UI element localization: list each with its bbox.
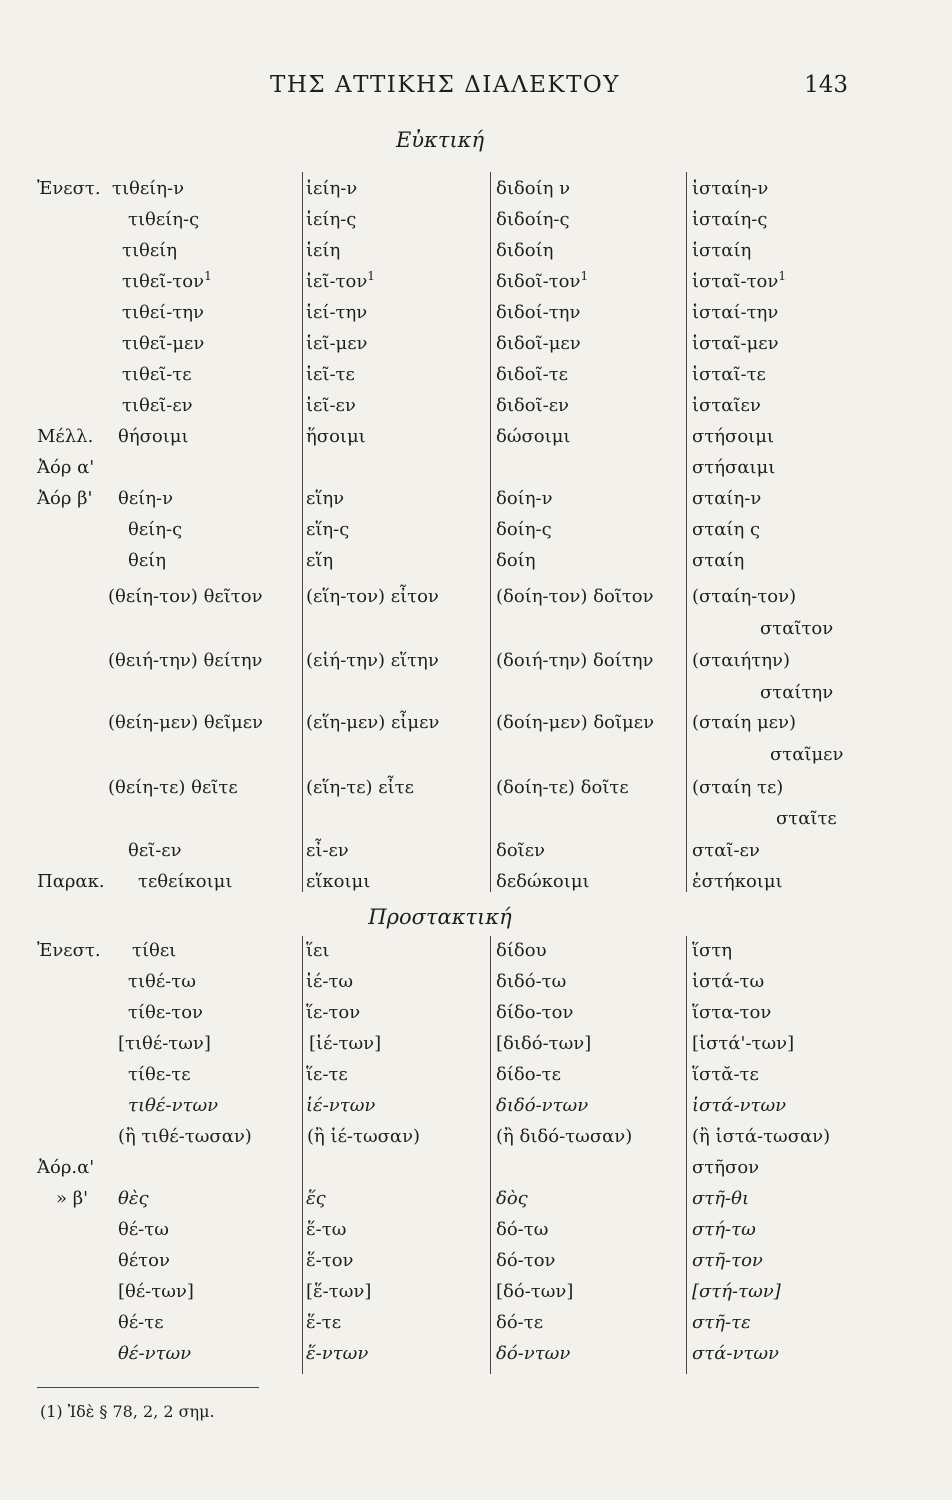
form-histemi: ἵστη xyxy=(692,940,733,961)
form-didomi: δό-ντων xyxy=(496,1343,571,1364)
form-histemi: ἱστά-τω xyxy=(692,971,765,992)
tense-label: » β' xyxy=(56,1188,89,1209)
form-histemi: ἱστά-ντων xyxy=(692,1095,787,1116)
form-didomi: δίδο-τον xyxy=(496,1002,574,1023)
form-hiemi: ἱεί-την xyxy=(306,302,368,323)
form-didomi: δοῖεν xyxy=(496,840,545,861)
form-didomi: δεδώκοιμι xyxy=(496,871,590,892)
tense-label: Μέλλ. xyxy=(37,426,94,447)
tense-label: Ἀόρ β' xyxy=(37,488,93,509)
form-didomi: [δό-των] xyxy=(496,1281,574,1302)
tense-label: Ἀόρ.α' xyxy=(37,1157,95,1178)
form-didomi: διδοῖ-τον xyxy=(496,271,581,292)
form-hiemi: ἕ-ντων xyxy=(306,1343,369,1364)
table-row xyxy=(0,1126,952,1157)
form-hiemi: εἵη-ς xyxy=(306,519,350,540)
form-tithemi: τιθεῖ-εν xyxy=(122,395,193,416)
table-row xyxy=(0,871,952,902)
form-didomi: διδό-ντων xyxy=(496,1095,589,1116)
form-didomi: δό-τω xyxy=(496,1219,549,1240)
form-histemi: (ἢ ἱστά-τωσαν) xyxy=(692,1126,831,1147)
table-row xyxy=(0,971,952,1002)
table-row xyxy=(0,712,952,743)
form-hiemi: (εἵη-μεν) εἶμεν xyxy=(306,712,440,733)
form-tithemi: θήσοιμι xyxy=(118,426,189,447)
table-row xyxy=(0,488,952,519)
table-row xyxy=(0,1281,952,1312)
form-histemi: ἱσταίη-ν xyxy=(692,178,769,199)
form-hiemi: ἵε-τον xyxy=(306,1002,361,1023)
form-hiemi: (ἢ ἱέ-τωσαν) xyxy=(307,1126,421,1147)
form-didomi: δὸς xyxy=(496,1188,528,1209)
form-tithemi: (θείη-τον) θεῖτον xyxy=(108,586,263,607)
form-hiemi: ἱεῖ-τον xyxy=(306,271,368,292)
form-histemi-contracted: σταῖτον xyxy=(760,618,834,639)
table-row xyxy=(0,840,952,871)
form-didomi: δίδο-τε xyxy=(496,1064,561,1085)
footnote: (1) Ἰδὲ § 78, 2, 2 σημ. xyxy=(40,1402,215,1421)
form-didomi: (δοίη-τε) δοῖτε xyxy=(496,777,629,798)
table-row xyxy=(0,1095,952,1126)
section-title-imperative: Προστακτική xyxy=(368,905,512,929)
table-row xyxy=(0,940,952,971)
form-didomi: δό-τε xyxy=(496,1312,544,1333)
form-tithemi: (θειή-την) θείτην xyxy=(108,650,263,671)
form-tithemi: θείη-ς xyxy=(128,519,183,540)
form-didomi: (δοιή-την) δοίτην xyxy=(496,650,654,671)
form-tithemi: τιθεί-την xyxy=(122,302,205,323)
table-row xyxy=(0,682,952,713)
form-histemi: στῆ-τε xyxy=(692,1312,751,1333)
form-histemi: ἱσταίη xyxy=(692,240,752,261)
table-row xyxy=(0,364,952,395)
table-row xyxy=(0,333,952,364)
form-tithemi: θέ-τε xyxy=(118,1312,164,1333)
form-didomi: δοίη-ς xyxy=(496,519,552,540)
table-row xyxy=(0,209,952,240)
form-didomi: (δοίη-μεν) δοῖμεν xyxy=(496,712,655,733)
table-row xyxy=(0,426,952,457)
table-row xyxy=(0,178,952,209)
form-didomi: δοίη xyxy=(496,550,536,571)
form-didomi: διδοῖ-μεν xyxy=(496,333,581,354)
form-tithemi: (ἢ τιθέ-τωσαν) xyxy=(118,1126,252,1147)
form-hiemi: ἱεῖ-τε xyxy=(306,364,355,385)
form-histemi: ἵστα-τον xyxy=(692,1002,772,1023)
table-row xyxy=(0,808,952,839)
form-tithemi: τίθε-τε xyxy=(128,1064,191,1085)
table-row xyxy=(0,1250,952,1281)
form-histemi: ἱσταί-την xyxy=(692,302,779,323)
form-hiemi: εἵκοιμι xyxy=(306,871,371,892)
form-histemi: στήσαιμι xyxy=(692,457,776,478)
form-didomi: δό-τον xyxy=(496,1250,556,1271)
form-hiemi: ἱέ-ντων xyxy=(306,1095,376,1116)
table-row xyxy=(0,1157,952,1188)
table-row xyxy=(0,618,952,649)
footnote-rule xyxy=(37,1387,259,1388)
footnote-ref: 1 xyxy=(580,269,589,283)
table-row xyxy=(0,519,952,550)
tense-label: Ἐνεστ. xyxy=(37,178,101,199)
form-tithemi: (θείη-μεν) θεῖμεν xyxy=(108,712,264,733)
form-histemi: ἱσταῖ-μεν xyxy=(692,333,779,354)
table-row xyxy=(0,1002,952,1033)
form-histemi: (σταίη-τον) xyxy=(692,586,797,607)
form-histemi: ἱσταίη-ς xyxy=(692,209,768,230)
table-row xyxy=(0,240,952,271)
page-number: 143 xyxy=(804,72,848,98)
form-hiemi: εἵην xyxy=(306,488,345,509)
table-row xyxy=(0,1219,952,1250)
form-tithemi: τιθεῖ-τε xyxy=(122,364,192,385)
form-tithemi: τιθείη xyxy=(122,240,178,261)
form-tithemi: [τιθέ-των] xyxy=(118,1033,211,1054)
tense-label: Ἀόρ α' xyxy=(37,457,95,478)
table-row xyxy=(0,302,952,333)
form-didomi: (ἢ διδό-τωσαν) xyxy=(496,1126,633,1147)
form-histemi: στά-ντων xyxy=(692,1343,780,1364)
form-hiemi: ἵει xyxy=(306,940,330,961)
table-row xyxy=(0,395,952,426)
tense-label: Ἐνεστ. xyxy=(37,940,101,961)
page-header xyxy=(0,72,952,102)
form-tithemi: θέ-ντων xyxy=(118,1343,192,1364)
table-row xyxy=(0,586,952,617)
form-tithemi: τιθείη-ς xyxy=(128,209,200,230)
form-histemi: στῆ-θι xyxy=(692,1188,750,1209)
form-tithemi: θέτον xyxy=(118,1250,170,1271)
form-tithemi: τιθεῖ-μεν xyxy=(122,333,205,354)
table-row xyxy=(0,1312,952,1343)
form-didomi: διδοί-την xyxy=(496,302,581,323)
form-tithemi: θείη-ν xyxy=(118,488,174,509)
form-didomi: (δοίη-τον) δοῖτον xyxy=(496,586,654,607)
form-histemi: σταίη ς xyxy=(692,519,761,540)
form-histemi: (σταίη μεν) xyxy=(692,712,796,733)
form-hiemi: ἱείη-ς xyxy=(306,209,357,230)
form-tithemi: τιθέ-τω xyxy=(128,971,196,992)
form-hiemi: [ἱέ-των] xyxy=(309,1033,382,1054)
table-row xyxy=(0,457,952,488)
form-hiemi: ἵε-τε xyxy=(306,1064,348,1085)
form-hiemi: ἥσοιμι xyxy=(306,426,366,447)
form-hiemi: [ἕ-των] xyxy=(306,1281,372,1302)
form-didomi: διδοίη ν xyxy=(496,178,571,199)
form-histemi: σταίη xyxy=(692,550,745,571)
form-histemi: στῆσον xyxy=(692,1157,760,1178)
table-row xyxy=(0,1188,952,1219)
form-hiemi: ἕ-τον xyxy=(306,1250,354,1271)
table-row xyxy=(0,550,952,581)
form-tithemi: τεθείκοιμι xyxy=(138,871,233,892)
form-tithemi: θείη xyxy=(128,550,167,571)
form-tithemi: θὲς xyxy=(118,1188,149,1209)
form-histemi: [στή-των] xyxy=(692,1281,781,1302)
footnote-ref: 1 xyxy=(204,269,212,283)
form-hiemi: εἶ-εν xyxy=(306,840,349,861)
form-hiemi: ἱείη-ν xyxy=(306,178,358,199)
table-row xyxy=(0,650,952,681)
form-hiemi: εἵη xyxy=(306,550,334,571)
form-histemi: ἱσταῖ-τε xyxy=(692,364,766,385)
form-histemi: ἵστᾰ-τε xyxy=(692,1064,759,1085)
form-histemi-contracted: σταίτην xyxy=(760,682,834,703)
form-histemi: στήσοιμι xyxy=(692,426,774,447)
table-row xyxy=(0,1033,952,1064)
footnote-ref: 1 xyxy=(778,269,786,283)
table-row xyxy=(0,271,952,302)
table-row xyxy=(0,1343,952,1374)
table-row xyxy=(0,1064,952,1095)
footnote-ref: 1 xyxy=(367,269,375,283)
form-tithemi: τιθείη-ν xyxy=(112,178,185,199)
form-didomi: δώσοιμι xyxy=(496,426,571,447)
form-histemi: ἑστήκοιμι xyxy=(692,871,783,892)
form-histemi: σταῖ-εν xyxy=(692,840,760,861)
form-hiemi: ἕ-τω xyxy=(306,1219,347,1240)
form-didomi: διδοίη-ς xyxy=(496,209,570,230)
form-histemi-contracted: σταῖτε xyxy=(776,808,837,829)
form-tithemi: θέ-τω xyxy=(118,1219,169,1240)
form-hiemi: (εἱή-την) εἵτην xyxy=(306,650,439,671)
section-title-optative: Εὐκτική xyxy=(395,128,485,152)
form-didomi: διδοίη xyxy=(496,240,554,261)
form-histemi-contracted: σταῖμεν xyxy=(770,744,844,765)
form-histemi: σταίη-ν xyxy=(692,488,762,509)
form-tithemi: τίθε-τον xyxy=(128,1002,203,1023)
tense-label: Παρακ. xyxy=(37,871,105,892)
form-tithemi: (θείη-τε) θεῖτε xyxy=(108,777,238,798)
form-hiemi: (εἵη-τε) εἶτε xyxy=(306,777,414,798)
form-didomi: δίδου xyxy=(496,940,547,961)
table-row xyxy=(0,777,952,808)
form-didomi: διδοῖ-εν xyxy=(496,395,569,416)
form-hiemi: ἕς xyxy=(306,1188,326,1209)
form-hiemi: ἱέ-τω xyxy=(306,971,354,992)
form-didomi: δοίη-ν xyxy=(496,488,553,509)
form-didomi: [διδό-των] xyxy=(496,1033,592,1054)
running-title: ΤΗΣ ΑΤΤΙΚΗΣ ΔΙΑΛΕΚΤΟΥ xyxy=(270,72,620,98)
form-histemi: (σταίη τε) xyxy=(692,777,784,798)
form-didomi: διδό-τω xyxy=(496,971,567,992)
form-histemi: στῆ-τον xyxy=(692,1250,763,1271)
form-histemi: ἱσταῖεν xyxy=(692,395,761,416)
form-tithemi: τίθει xyxy=(132,940,177,961)
form-hiemi: ἱεῖ-μεν xyxy=(306,333,368,354)
form-hiemi: ἱείη xyxy=(306,240,341,261)
form-didomi: διδοῖ-τε xyxy=(496,364,568,385)
form-histemi: στή-τω xyxy=(692,1219,756,1240)
form-tithemi: [θέ-των] xyxy=(118,1281,194,1302)
table-row xyxy=(0,744,952,775)
form-hiemi: ἱεῖ-εν xyxy=(306,395,356,416)
form-tithemi: θεῖ-εν xyxy=(128,840,182,861)
form-hiemi: ἕ-τε xyxy=(306,1312,342,1333)
form-histemi: [ἱστά'-των] xyxy=(692,1033,795,1054)
form-tithemi: τιθεῖ-τον xyxy=(122,271,205,292)
form-tithemi: τιθέ-ντων xyxy=(128,1095,219,1116)
form-hiemi: (εἵη-τον) εἶτον xyxy=(306,586,439,607)
form-histemi: (σταιήτην) xyxy=(692,650,790,671)
form-histemi: ἱσταῖ-τον xyxy=(692,271,779,292)
